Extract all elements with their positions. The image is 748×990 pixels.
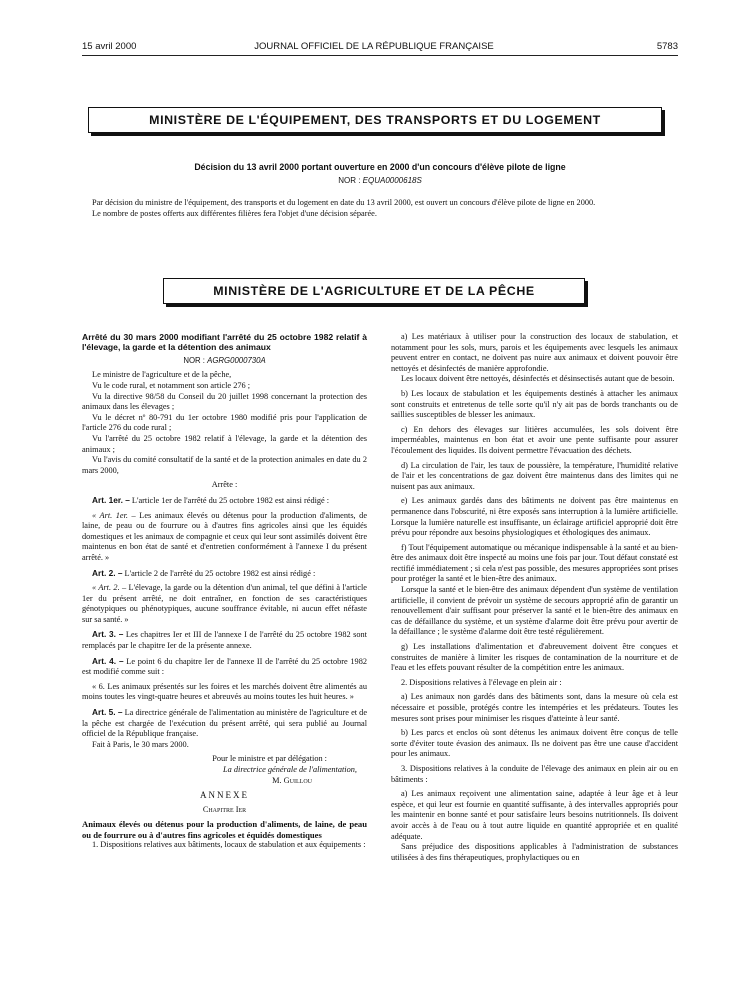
annexe-title: Animaux élevés ou détenus pour la production d'aliments, de laine, de peau ou de fourrure ou à d'autres fins agricoles et équidés domestiques [82, 819, 367, 840]
article-label: Art. 3. – [92, 629, 124, 640]
decision-body [82, 198, 678, 219]
article-5: Art. 5. – La directrice générale de l'alimentation au ministère de l'agriculture et de la pêche est chargée de l'exécution du présent arrêté, qui sera publié au Journal officiel de la République française. [82, 707, 367, 739]
section-heading: 3. Dispositions relatives à la conduite de l'élevage des animaux en plein air ou en bâtiments : [391, 763, 678, 784]
paragraph: d) La circulation de l'air, les taux de poussière, la température, l'humidité relative de l'air et les concentrations de gaz doivent être maintenus dans des limites qui ne nuisent pas aux animaux. [391, 460, 678, 491]
paragraph: Vu la directive 98/58 du Conseil du 20 juillet 1998 concernant la protection des animaux dans les élevages ; [82, 391, 367, 412]
paragraph: b) Les locaux de stabulation et les équipements destinés à attacher les animaux sont construits et entretenus de telle sorte qu'il n'y ait pas de bords tranchants ou de saillies susceptibles de blesser les animaux. [391, 388, 678, 420]
ministry-equipement-box [88, 107, 662, 133]
header-journal-title: JOURNAL OFFICIEL DE LA RÉPUBLIQUE FRANÇAISE [254, 41, 494, 52]
signature-name: M. Guillou [272, 775, 312, 785]
ministry-agriculture-title: MINISTÈRE DE L'AGRICULTURE ET DE LA PÊCHE [213, 284, 535, 298]
paragraph: g) Les installations d'alimentation et d'abreuvement doivent être conçues et construites de manière à limiter les risques de contamination de la nourriture et de l'eau et les effets pouvant résulter de la compétition entre les animaux. [391, 642, 678, 673]
signature-role: La directrice générale de l'alimentation, [223, 765, 357, 774]
decision-nor [82, 176, 678, 185]
left-column [82, 332, 367, 851]
header-page-number: 5783 [656, 41, 678, 52]
paragraph: a) Les matériaux à utiliser pour la construction des locaux de stabulation, et notamment pour les sols, murs, parois et les équipements avec lesquels les animaux peuvent entrer en contact, ne doivent pas nuire aux animaux et doivent pouvoir être nettoyés et désinfectés de manière approfondie. [391, 332, 678, 373]
paragraph: Vu le décret nº 80-791 du 1er octobre 1980 modifié pris pour l'application de l'article 276 du code rural ; [82, 412, 367, 433]
article-4: Art. 4. – Le point 6 du chapitre Ier de l'annexe II de l'arrêté du 25 octobre 1982 est modifié comme suit : [82, 655, 368, 677]
article-label: Art. 1er. – [92, 494, 130, 505]
header-rule [82, 55, 678, 56]
article-1: Art. 1er. – L'article 1er de l'arrêté du 25 octobre 1982 est ainsi rédigé : [92, 494, 330, 505]
decision-title: Décision du 13 avril 2000 portant ouverture en 2000 d'un concours d'élève pilote de ligne [194, 162, 566, 172]
paragraph: e) Les animaux gardés dans des bâtiments ne doivent pas être maintenus en permanence dans l'obscurité, ni être exposés sans interruption à la lumière artificielle. Lorsque la lumière naturelle est insuffisante, un éclairage artificiel approprié doit être prévu pour répondre aux besoins physiologiques et éthologiques des animaux. [391, 496, 678, 538]
article-label: Art. 2. – [92, 567, 123, 578]
decision-nor-label: NOR : [338, 176, 361, 185]
paragraph: 1. Dispositions relatives aux bâtiments, locaux de stabulation et aux équipements : [92, 840, 366, 850]
decision-paragraph: Le nombre de postes offerts aux différentes filières fera l'objet d'une décision séparée. [92, 208, 377, 218]
article-label: « Art. 1er. – [92, 510, 136, 520]
annexe-heading: ANNEXE [200, 790, 249, 801]
article-label: « Art. 2. – [92, 583, 127, 593]
paragraph: Vu l'avis du comité consultatif de la santé et de la protection animales en date du 2 mars 2000, [82, 455, 367, 475]
paragraph: Vu le code rural, et notamment son article 276 ; [92, 381, 251, 390]
article-4-quote: « 6. Les animaux présentés sur les foires et les marchés doivent être alimentés au moins toutes les vingt-quatre heures et abreuvés au moins toutes les huit heures. » [82, 681, 367, 702]
paragraph: a) Les animaux non gardés dans des bâtiments sont, dans la mesure où cela est nécessaire et possible, protégés contre les intempéries et les prédateurs. Toutes les mesures sont prises pour minimiser les risques d'atteinte à leur santé. [391, 692, 678, 723]
ministry-agriculture-box [163, 278, 585, 304]
right-column [391, 332, 678, 863]
paragraph: Vu l'arrêté du 25 octobre 1982 relatif à l'élevage, la garde et la détention des animaux ; [82, 433, 367, 454]
signature-line: Pour le ministre et par délégation : [212, 754, 327, 764]
paragraph: f) Tout l'équipement automatique ou mécanique indispensable à la santé et au bien-être des animaux doit être inspecté au moins une fois par jour. Tout défaut constaté est rectifié immédiatement ; si cela n'est pas possible, des mesures appropriées sont prises pour protéger la santé et le bien-être des animaux. [391, 542, 678, 584]
paragraph: a) Les animaux reçoivent une alimentation saine, adaptée à leur âge et à leur espèce, et qui leur est fournie en quantité suffisante, à des intervalles appropriés pour les maintenir en bonne santé et pour satisfaire leurs besoins nutritionnels. Ils doivent avoir accès à de l'eau ou à tout autre liquide en quantité appropriée et en qualité adéquate. [391, 789, 678, 841]
fait-a-paris: Fait à Paris, le 30 mars 2000. [92, 739, 189, 749]
chapitre-heading: Chapitre Ier [202, 804, 247, 814]
section-heading: 2. Dispositions relatives à l'élevage en plein air : [401, 677, 562, 687]
paragraph: Les locaux doivent être nettoyés, désinfectés et désinsectisés autant que de besoin. [401, 374, 675, 384]
paragraph: Sans préjudice des dispositions applicables à l'administration de substances utilisées à des fins thérapeutiques, prophylactiques ou en [391, 842, 678, 862]
header-date: 15 avril 2000 [82, 41, 137, 52]
arrete-nor [82, 356, 367, 367]
arrete-keyword: Arrête : [211, 480, 238, 490]
paragraph: Lorsque la santé et le bien-être des animaux dépendent d'un système de ventilation artificielle, il convient de prévoir un système de secours approprié afin de garantir un renouvellement d'air suffisant pour préserver la santé et le bien-être des animaux en cas de défaillance du système, et un système d'alarme doit être prévu pour avertir de la défaillance ; le système d'alarme doit être testé régulièrement. [391, 585, 678, 637]
paragraph: Le ministre de l'agriculture et de la pêche, [92, 370, 232, 380]
decision-paragraph: Par décision du ministre de l'équipement, des transports et du logement en date du 13 avril 2000, est ouvert un concours d'élève pilote de ligne en 2000. [92, 198, 596, 207]
decision-nor-value: EQUA0000618S [362, 176, 422, 185]
article-label: Art. 4. – [92, 655, 124, 666]
article-2: Art. 2. – L'article 2 de l'arrêté du 25 octobre 1982 est ainsi rédigé : [92, 567, 316, 578]
article-1-quote: « Art. 1er. – Les animaux élevés ou détenus pour la production d'aliments, de laine, de peau ou de fourrure ou à d'autres fins agricoles ainsi que les équidés domestiques et les animaux de compagnie et ceux qui leur sont assimilés doivent être maintenus en bon état de santé et d'entretien conformément à l'annexe I du présent arrêté. » [82, 510, 368, 562]
article-2-quote: « Art. 2. – L'élevage, la garde ou la détention d'un animal, tel que défini à l'article 1er du présent arrêté, ne doit entraîner, en fonction de ses caractéristiques génotypiques ou phénotypiques, aucune souffrance évitable, ni aucun effet néfaste sur sa santé. » [82, 583, 367, 624]
arrete-nor-label: NOR : [183, 355, 205, 365]
paragraph: b) Les parcs et enclos où sont détenus les animaux doivent être conçus de telle sorte d'éviter toute évasion des animaux. Ils ne doivent pas être une cause d'accident pour les animaux. [391, 728, 678, 759]
article-3: Art. 3. – Les chapitres Ier et III de l'annexe I de l'arrêté du 25 octobre 1982 sont remplacés par le chapitre Ier de la présente annexe. [82, 629, 367, 651]
article-label: Art. 5. – [92, 707, 123, 718]
arrete-title: Arrêté du 30 mars 2000 modifiant l'arrêté du 25 octobre 1982 relatif à l'élevage, la garde et la détention des animaux [82, 332, 367, 353]
paragraph: c) En dehors des élevages sur litières accumulées, les sols doivent être imperméables, maintenus en bon état et avoir une pente suffisante pour assurer l'écoulement des liquides. Ils doivent permettre l'évacuation des déchets. [391, 424, 678, 455]
arrete-nor-value: AGRG0000730A [207, 355, 266, 365]
ministry-equipement-title: MINISTÈRE DE L'ÉQUIPEMENT, DES TRANSPORTS ET DU LOGEMENT [149, 113, 601, 127]
